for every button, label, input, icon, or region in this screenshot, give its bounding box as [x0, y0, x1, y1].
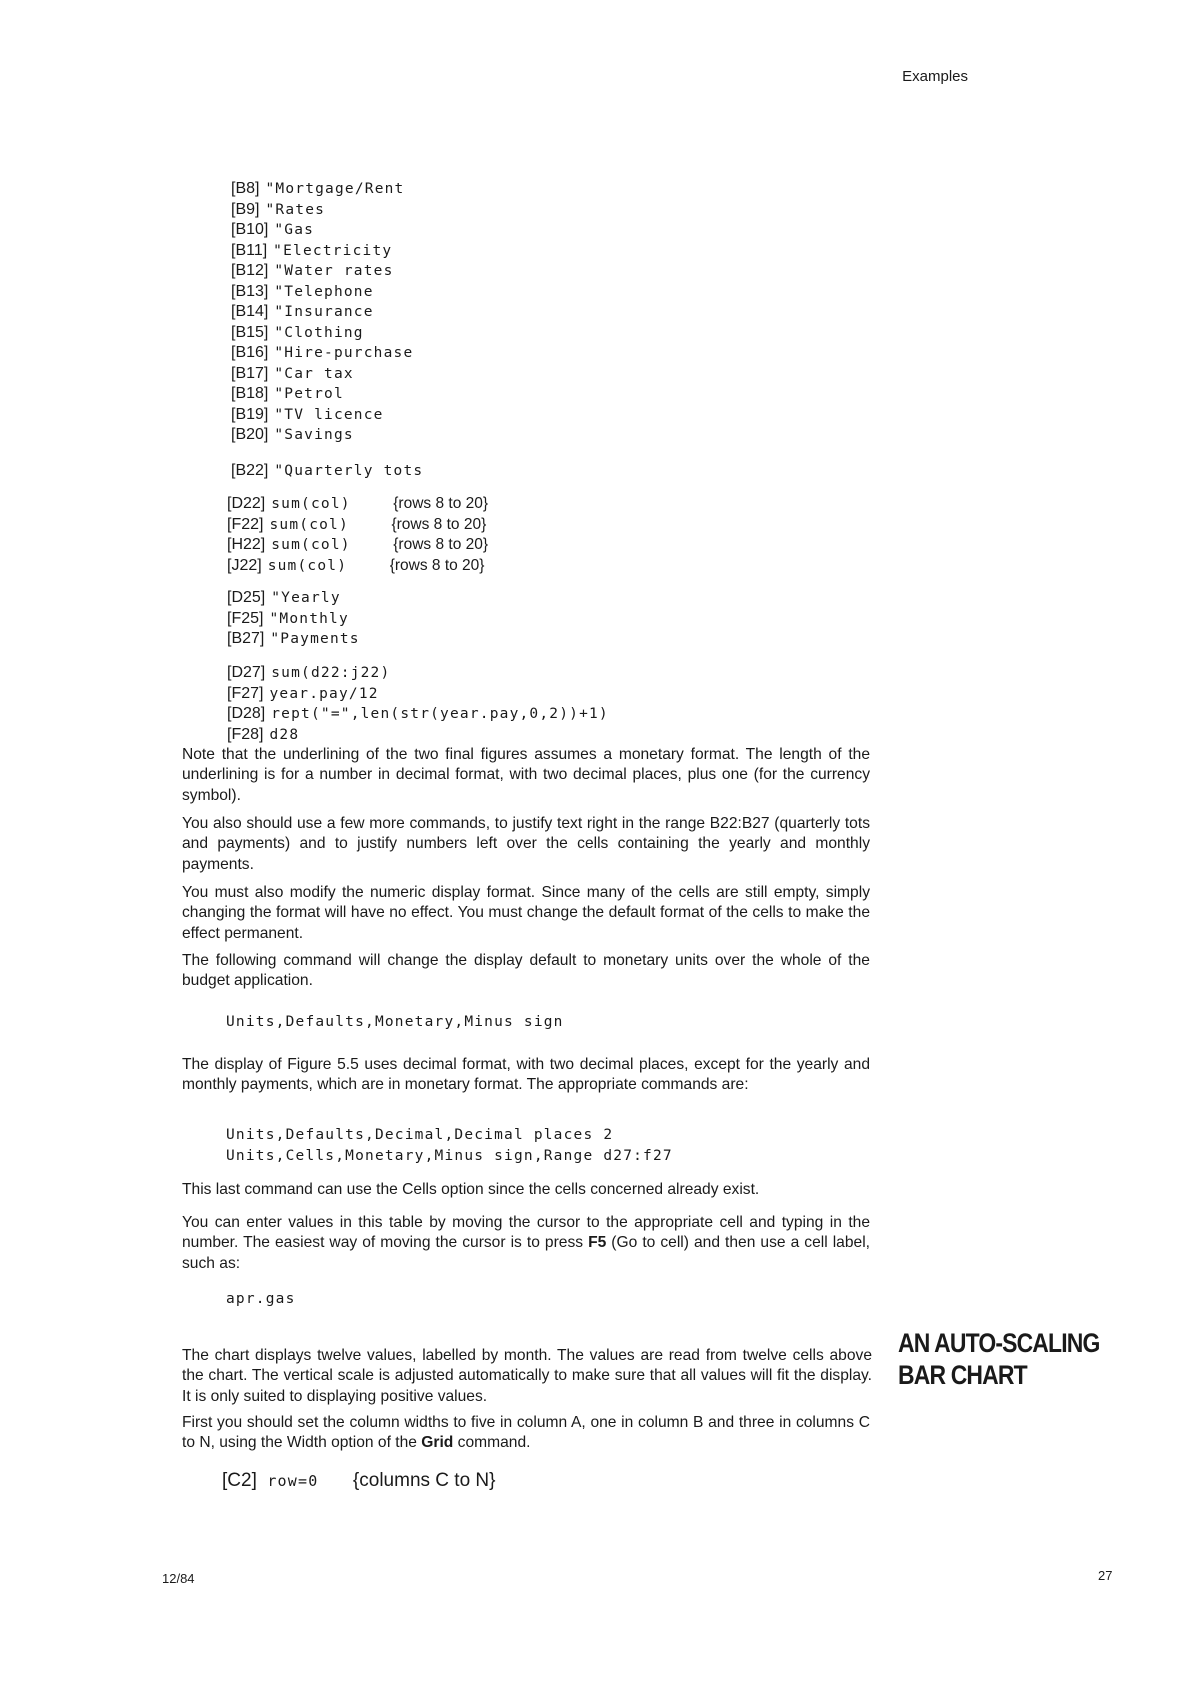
cell-comment: {rows 8 to 20} — [391, 515, 487, 533]
cell-ref: [D22] — [227, 495, 266, 512]
paragraph-column-widths — [182, 1413, 870, 1454]
cell-ref: [B9] — [231, 200, 260, 218]
cell-ref: [B22] — [231, 462, 269, 479]
cell-ref: [B19] — [231, 405, 269, 423]
running-header: Examples — [902, 68, 968, 85]
cell-ref: [H22] — [227, 536, 266, 553]
code-line — [227, 704, 609, 725]
code-line — [227, 535, 488, 556]
grid-command: Grid — [421, 1434, 454, 1452]
section-heading-line: AN AUTO-SCALING — [898, 1328, 1100, 1358]
cell-ref: [B14] — [231, 303, 269, 320]
code-line — [227, 515, 488, 536]
example-cell-label: apr.gas — [226, 1291, 296, 1307]
text-part: command. — [453, 1434, 531, 1452]
cell-ref: [F28] — [227, 725, 264, 743]
cell-comment: {rows 8 to 20} — [389, 556, 485, 574]
cell-ref: [B16] — [231, 344, 269, 361]
text-part: (Go to cell) and then use a cell label, such as: — [182, 1234, 870, 1272]
paragraph-default-command: The following command will change the display default to monetary units over the whole of the budget application. — [182, 952, 870, 990]
code-block-labels — [231, 179, 413, 446]
code-line — [227, 684, 609, 705]
cell-formula: sum(d22:j22) — [271, 665, 391, 681]
cell-formula: "Monthly — [269, 610, 349, 627]
cell-ref: [B18] — [231, 385, 269, 402]
cell-ref: [B11] — [231, 241, 268, 259]
footer-date: 12/84 — [162, 1571, 195, 1586]
cell-comment: {rows 8 to 20} — [393, 495, 489, 512]
cell-formula: sum(col) — [271, 537, 351, 553]
cell-formula: "Clothing — [274, 324, 364, 341]
paragraph-display-figure: The display of Figure 5.5 uses decimal format, with two decimal places, except for the yearly and monthly payments, which are in monetary format. The appropriate commands are: — [182, 1056, 870, 1094]
cell-formula: "TV licence — [274, 406, 384, 423]
code-line — [227, 494, 488, 515]
paragraph-chart-intro: The chart displays twelve values, labelled by month. The values are read from twelve cells above the chart. The vertical scale is adjusted automatically to make sure that all values will fit the display. It is only suited to displaying positive values. — [182, 1347, 872, 1405]
code-block-totals-label — [231, 461, 423, 482]
code-line — [231, 282, 413, 303]
cell-ref: [D27] — [227, 664, 266, 681]
page-number: 27 — [1098, 1568, 1113, 1583]
cell-ref: [F22] — [227, 515, 264, 533]
cell-ref: [B10] — [231, 221, 269, 238]
code-line — [231, 241, 413, 262]
command-units-decimal: Units,Defaults,Decimal,Decimal places 2 — [226, 1127, 614, 1143]
cell-formula: "Payments — [270, 631, 360, 647]
cell-ref: [D28] — [227, 705, 266, 722]
cell-formula: year.pay/12 — [269, 685, 379, 702]
cell-formula: "Yearly — [271, 590, 341, 606]
cell-comment: {rows 8 to 20} — [393, 536, 489, 553]
code-line — [231, 405, 413, 426]
key-f5: F5 — [588, 1234, 607, 1252]
command-units-cells: Units,Cells,Monetary,Minus sign,Range d27:f27 — [226, 1148, 673, 1164]
cell-formula: "Hire-purchase — [274, 345, 414, 361]
paragraph-underlining: Note that the underlining of the two final figures assumes a monetary format. The length of the underlining is for a number in decimal format, with two decimal places, plus one (for the currency symbol). — [182, 746, 870, 804]
cell-formula: "Mortgage/Rent — [265, 181, 405, 197]
cell-comment: {columns C to N} — [352, 1470, 496, 1491]
code-line — [231, 384, 413, 405]
code-block-sum-formulas — [227, 494, 488, 576]
code-line — [231, 261, 413, 282]
section-heading — [898, 1327, 1119, 1391]
code-line — [227, 556, 488, 577]
code-block-payment-formulas — [227, 663, 609, 745]
cell-formula: "Insurance — [274, 304, 374, 320]
code-line — [231, 302, 413, 323]
cell-formula: "Electricity — [273, 242, 393, 259]
code-line — [231, 343, 413, 364]
text-part: You can enter values in this table by moving the cursor to the appropriate cell and typing in the number. The easiest way of moving the cursor is to press — [182, 1214, 870, 1252]
code-line — [227, 629, 360, 650]
cell-formula: rept("=",len(str(year.pay,0,2))+1) — [271, 706, 609, 722]
code-block-payment-labels — [227, 588, 360, 650]
command-units-monetary: Units,Defaults,Monetary,Minus sign — [226, 1014, 564, 1030]
text-part: First you should set the column widths to five in column A, one in column B and three in columns C to N, using the Width option of the — [182, 1414, 870, 1452]
cell-formula: d28 — [269, 726, 300, 743]
cell-formula: "Petrol — [274, 386, 344, 402]
cell-formula: "Rates — [265, 201, 326, 218]
paragraph-format: You must also modify the numeric display format. Since many of the cells are still empty, simply changing the format will have no effect. You must change the default format of the cells to make the effect permanent. — [182, 884, 870, 942]
code-line — [231, 220, 413, 241]
code-line — [227, 609, 360, 630]
code-line — [227, 588, 360, 609]
cell-formula: "Savings — [274, 427, 354, 443]
cell-formula: sum(col) — [267, 557, 348, 574]
cell-formula: "Car tax — [274, 365, 354, 382]
code-line — [227, 725, 609, 746]
cell-ref: [F27] — [227, 684, 264, 702]
cell-ref: [B12] — [231, 262, 269, 279]
cell-ref: [B17] — [231, 364, 269, 382]
paragraph-cells-option: This last command can use the Cells option since the cells concerned already exist. — [182, 1181, 760, 1198]
cell-formula: row=0 — [267, 1472, 319, 1490]
cell-formula: "Water rates — [274, 263, 394, 279]
cell-ref: [B15] — [231, 323, 269, 341]
code-line — [231, 461, 423, 482]
cell-ref: [B8] — [231, 180, 260, 197]
code-line — [231, 200, 413, 221]
paragraph-justify: You also should use a few more commands, to justify text right in the range B22:B27 (quarterly tots and payments) and to justify numbers left over the cells containing the yearly and monthly payments. — [182, 815, 870, 873]
code-line — [227, 663, 609, 684]
cell-formula: "Quarterly tots — [274, 463, 424, 479]
cell-ref: [C2] — [222, 1470, 257, 1491]
cell-ref: [B20] — [231, 426, 269, 443]
code-line — [231, 323, 413, 344]
section-heading-line: BAR CHART — [898, 1360, 1027, 1390]
cell-formula: "Telephone — [274, 283, 374, 300]
code-line — [231, 179, 413, 200]
code-line — [231, 425, 413, 446]
cell-ref: [J22] — [227, 556, 262, 574]
code-line — [231, 364, 413, 385]
cell-ref: [D25] — [227, 589, 266, 606]
cell-formula: "Gas — [274, 222, 315, 238]
cell-ref: [F25] — [227, 609, 264, 627]
paragraph-enter-values — [182, 1213, 870, 1274]
cell-ref: [B13] — [231, 282, 269, 300]
cell-ref: [B27] — [227, 630, 265, 647]
cell-formula: sum(col) — [271, 496, 351, 512]
cell-formula: sum(col) — [269, 516, 349, 533]
final-code-line — [222, 1470, 496, 1492]
